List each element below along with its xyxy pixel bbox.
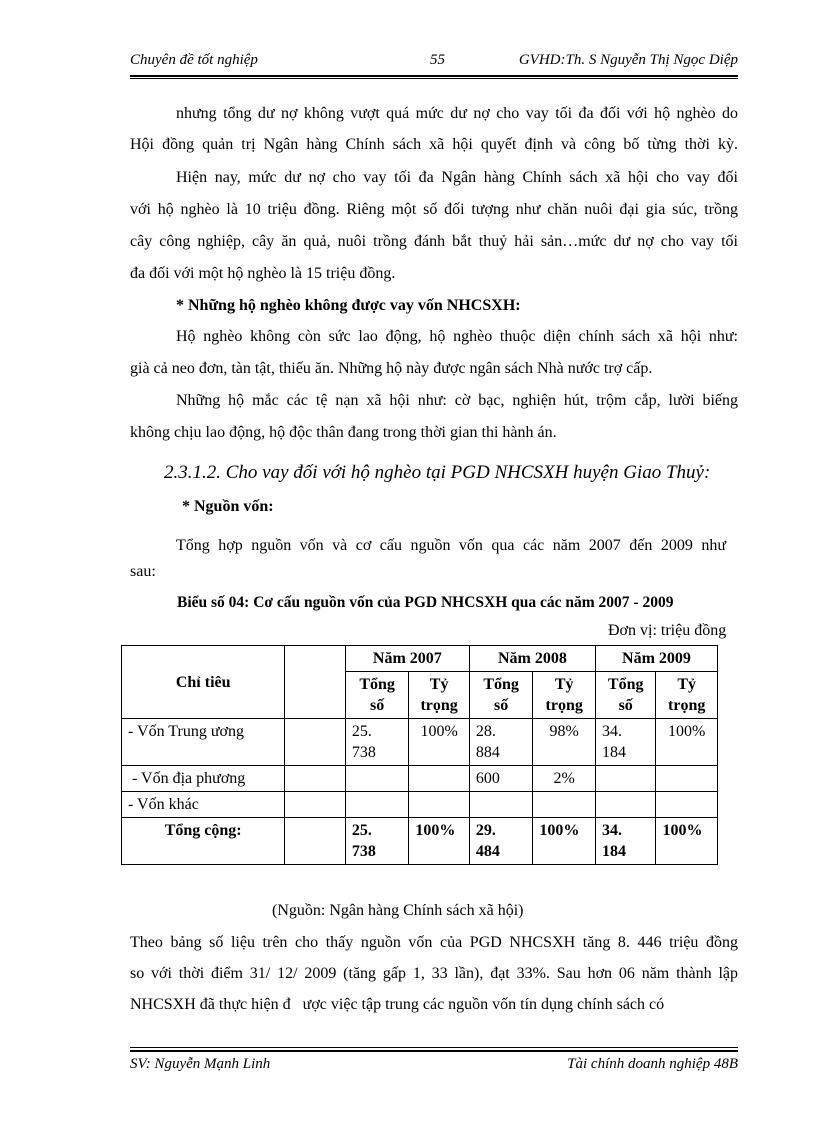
cell-share-2008: 98% — [533, 719, 596, 766]
page-footer — [130, 1056, 738, 1078]
table-unit: Đơn vị: triệu đồng — [608, 622, 727, 639]
para2-line3: cây công nghiệp, cây ăn quả, nuôi trồng đánh bắt thuỷ hải sản…mức dư nợ cho vay tối — [130, 233, 738, 250]
header-doc-type: Chuyên đề tốt nghiệp — [130, 52, 258, 68]
cell-share-2007: 100% — [409, 818, 470, 865]
section-title: 2.3.1.2. Cho vay đối với hộ nghèo tại PGD NHCSXH huyện Giao Thuỷ: — [164, 462, 711, 483]
year-2007-header: Năm 2007 — [345, 646, 469, 672]
page-header — [130, 52, 738, 74]
header-advisor: GVHD:Th. S Nguyễn Thị Ngọc Diệp — [518, 52, 738, 68]
para6-line3: NHCSXH đã thực hiện đ ược việc tập trung các nguồn vốn tín dụng chính sách có — [130, 996, 665, 1013]
table-total-row — [122, 818, 718, 865]
row-label: - Vốn Trung ương — [122, 719, 285, 766]
table-row — [122, 766, 718, 792]
cell-share-2009: 100% — [656, 818, 718, 865]
row-label: - Vốn khác — [122, 792, 285, 818]
table-title: Biểu số 04: Cơ cấu nguồn vốn của PGD NHCSXH qua các năm 2007 - 2009 — [177, 594, 674, 611]
year-2009-header: Năm 2009 — [595, 646, 717, 672]
cell-share-2009: 100% — [656, 719, 718, 766]
cell-total-2009: 34. 184 — [595, 818, 656, 865]
footer-student: SV: Nguyễn Mạnh Linh — [130, 1056, 271, 1072]
para2-line1: Hiện nay, mức dư nợ cho vay tối đa Ngân hàng Chính sách xã hội cho vay đối — [176, 169, 738, 186]
heading-not-eligible: * Những hộ nghèo không được vay vốn NHCSXH: — [176, 297, 521, 314]
header-rule-thin — [130, 78, 738, 79]
para1-line1: nhưng tổng dư nợ không vượt quá mức dư nợ cho vay tối đa đối với hộ nghèo do — [176, 105, 738, 122]
cell-share-2008: 100% — [533, 818, 596, 865]
footer-class: Tài chính doanh nghiệp 48B — [567, 1056, 738, 1072]
cell-total-2007: 25. 738 — [345, 719, 409, 766]
table-header-row — [122, 646, 718, 672]
table-row — [122, 719, 718, 766]
source-note: (Nguồn: Ngân hàng Chính sách xã hội) — [272, 902, 524, 919]
share-header-2007: Tỷ trọng — [409, 672, 470, 719]
cell-total-2008: 29. 484 — [469, 818, 533, 865]
cell-total-2008: 28. 884 — [469, 719, 533, 766]
cell-total-2007: 25. 738 — [345, 818, 409, 865]
para1-line2: Hội đồng quản trị Ngân hàng Chính sách xã hội quyết định và công bố từng thời kỳ. — [130, 136, 738, 153]
para6-line1: Theo bảng số liệu trên cho thấy nguồn vốn của PGD NHCSXH tăng 8. 446 triệu đồng — [130, 934, 738, 951]
para3-line2: già cả neo đơn, tàn tật, thiếu ăn. Những hộ này được ngân sách Nhà nước trợ cấp. — [130, 360, 653, 377]
cell-share-2007: 100% — [409, 719, 470, 766]
share-header-2009: Tỷ trọng — [656, 672, 718, 719]
indicator-header: Chỉ tiêu — [122, 646, 285, 719]
para4-line2: không chịu lao động, hộ độc thân đang trong thời gian thi hành án. — [130, 424, 557, 441]
total-header-2009: Tổng số — [595, 672, 656, 719]
page-number: 55 — [430, 52, 445, 68]
row-label: Tổng cộng: — [122, 818, 285, 865]
para4-line1: Những hộ mắc các tệ nạn xã hội như: cờ bạc, nghiện hút, trộm cắp, lười biếng — [176, 392, 738, 409]
para5-line2: sau: — [130, 563, 156, 580]
year-2008-header: Năm 2008 — [469, 646, 595, 672]
heading-sources: * Nguồn vốn: — [182, 498, 274, 515]
row-label: - Vốn địa phương — [122, 766, 285, 792]
table-row — [122, 792, 718, 818]
total-header-2008: Tổng số — [469, 672, 533, 719]
share-header-2008: Tỷ trọng — [533, 672, 596, 719]
para5-line1: Tổng hợp nguồn vốn và cơ cấu nguồn vốn qua các năm 2007 đến 2009 như — [176, 537, 726, 554]
cell-total-2008: 600 — [469, 766, 533, 792]
para2-line4: đa đối với một hộ nghèo là 15 triệu đồng. — [130, 265, 396, 282]
para2-line2: với hộ nghèo là 10 triệu đồng. Riêng một số đối tượng như chăn nuôi đại gia súc, trồng — [130, 201, 738, 218]
blank-header-cell — [285, 646, 346, 719]
total-header-2007: Tổng số — [345, 672, 409, 719]
para6-line2: so với thời điểm 31/ 12/ 2009 (tăng gấp 1, 33 lần), đạt 33%. Sau hơn 06 năm thành lập — [130, 965, 738, 982]
cell-share-2008: 2% — [533, 766, 596, 792]
footer-rule-thin — [130, 1047, 738, 1048]
capital-structure-table — [121, 645, 718, 865]
cell-total-2009: 34. 184 — [595, 719, 656, 766]
footer-rule-thick — [130, 1050, 738, 1052]
header-rule-thick — [130, 75, 738, 77]
para3-line1: Hộ nghèo không còn sức lao động, hộ nghèo thuộc diện chính sách xã hội như: — [176, 328, 738, 345]
